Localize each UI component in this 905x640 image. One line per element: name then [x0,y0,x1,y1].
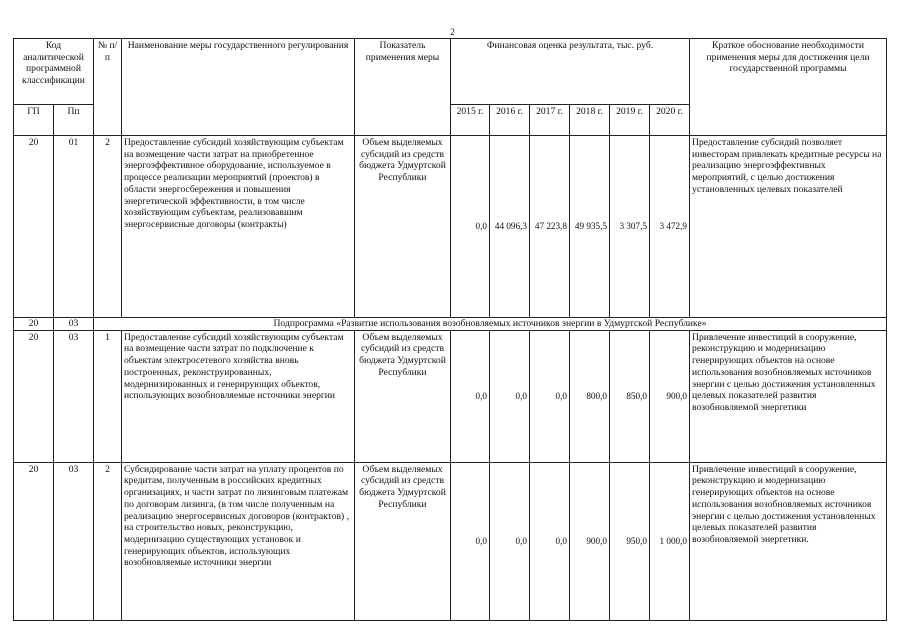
year-header: 2020 г. [650,105,690,136]
year-header: 2018 г. [570,105,610,136]
gp-header: ГП [14,105,54,136]
value-cell: 900,0 [570,462,610,620]
year-header: 2019 г. [610,105,650,136]
name-cell: Предоставление субсидий хозяйствующим субъектам на возмещение части затрат по подключение к объектам электросетевого хозяйства вновь построенных, реконструированных, модернизированных и генерирующих объектов, использующих возобновляемые источники энергии [122,330,355,462]
gp-cell: 20 [14,318,54,331]
value-cell: 44 096,3 [490,136,530,318]
indicator-cell: Объем выделяемых субсидий из средств бюджета Удмуртской Республики [355,330,451,462]
table-row [14,462,887,620]
value-cell: 1 000,0 [650,462,690,620]
value-cell: 0,0 [490,462,530,620]
year-header: 2016 г. [490,105,530,136]
value-cell: 0,0 [451,330,490,462]
indicator-header: Показатель применения меры [355,39,451,136]
value-cell: 0,0 [490,330,530,462]
value-cell: 0,0 [530,462,570,620]
gp-cell: 20 [14,462,54,620]
name-cell: Предоставление субсидий хозяйствующим субъектам на возмещение части затрат на приобретенное энергоэффективное оборудование, используемое в процессе реализации мероприятий (проектов) в области энергосбережения и повышения энергетической эффективности, в том числе хозяйствующим субъектам, реализовавшим энергосервисные договоры (контракты) [122,136,355,318]
num-cell: 1 [94,330,122,462]
finance-header: Финансовая оценка результата, тыс. руб. [451,39,690,105]
value-cell: 950,0 [610,462,650,620]
subprogram-row [14,318,887,331]
code-group-header: Код аналитической программной классификации [14,39,94,105]
num-cell: 2 [94,136,122,318]
justification-cell: Привлечение инвестиций в сооружение, реконструкцию и модернизацию генерирующих объектов на основе использования возобновляемых источников энергии с целью достижения установленных целевых показателей развития возобновляемой энергетики. [690,462,887,620]
value-cell: 900,0 [650,330,690,462]
subprogram-title: Подпрограмма «Развитие использования возобновляемых источников энергии в Удмуртской Республике» [94,318,887,331]
gp-cell: 20 [14,330,54,462]
value-cell: 800,0 [570,330,610,462]
value-cell: 3 472,9 [650,136,690,318]
name-cell: Субсидирование части затрат на уплату процентов по кредитам, полученным в российских кредитных организациях, и части затрат по лизинговым платежам по договорам лизинга, (в том числе полученным на реализацию энергосервисных договоров (контрактов) , на строительство новых, реконструкцию, модернизацию существующих установок и генерирующих объектов, использующих возобновляемые источники энергии [122,462,355,620]
justification-cell: Привлечение инвестиций в сооружение, реконструкцию и модернизацию генерирующих объектов на основе использования возобновляемых источников энергии с целью достижения установленных целевых показателей развития возобновляемой энергетики [690,330,887,462]
measures-table [13,38,887,621]
table-row [14,136,887,318]
table-row [14,330,887,462]
indicator-cell: Объем выделяемых субсидий из средств бюджета Удмуртской Республики [355,462,451,620]
value-cell: 0,0 [451,136,490,318]
pp-cell: 03 [54,330,94,462]
gp-cell: 20 [14,136,54,318]
justification-header: Краткое обоснование необходимости применения меры для достижения цели государственной программы [690,39,887,136]
pp-header: Пп [54,105,94,136]
justification-cell: Предоставление субсидий позволяет инвесторам привлекать кредитные ресурсы на реализацию энергоэффективных мероприятий, с целью достижения установленных целевых показателей [690,136,887,318]
year-header: 2017 г. [530,105,570,136]
pp-cell: 01 [54,136,94,318]
value-cell: 850,0 [610,330,650,462]
page-number: 2 [450,27,455,37]
value-cell: 0,0 [530,330,570,462]
value-cell: 3 307,5 [610,136,650,318]
name-header: Наименование меры государственного регулирования [122,39,355,136]
value-cell: 0,0 [451,462,490,620]
num-cell: 2 [94,462,122,620]
num-header: № п/п [94,39,122,136]
value-cell: 47 223,8 [530,136,570,318]
year-header: 2015 г. [451,105,490,136]
value-cell: 49 935,5 [570,136,610,318]
pp-cell: 03 [54,462,94,620]
indicator-cell: Объем выделяемых субсидий из средств бюджета Удмуртской Республики [355,136,451,318]
pp-cell: 03 [54,318,94,331]
